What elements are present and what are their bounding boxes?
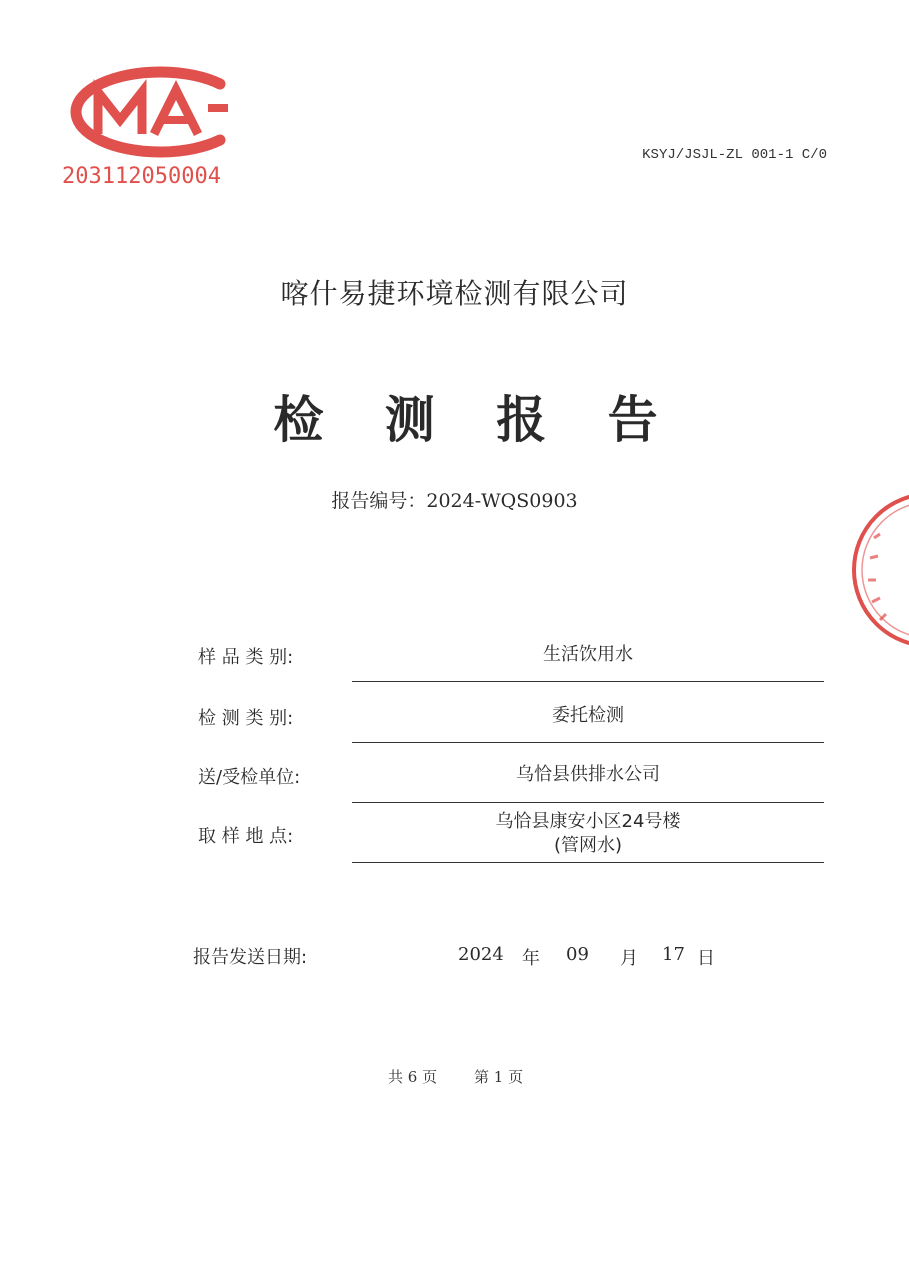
client-unit-underline (352, 802, 824, 803)
report-date-month: 09 (566, 944, 589, 965)
sampling-location-line1: 乌恰县康安小区24号楼 (495, 811, 681, 832)
test-type-label: 检 测 类 别: (198, 708, 294, 729)
client-unit-value: 乌恰县供排水公司 (516, 764, 660, 785)
report-title: 检 测 报 告 (273, 390, 680, 449)
cma-number: 203112050004 (62, 164, 221, 189)
test-type-value: 委托检测 (552, 705, 624, 726)
round-seal-icon (848, 488, 909, 658)
cma-stamp (58, 62, 236, 194)
sampling-location-line2: (管网水) (553, 835, 623, 856)
report-date-day-unit: 日 (697, 948, 715, 969)
report-date-label: 报告发送日期: (193, 947, 308, 968)
company-name: 喀什易捷环境检测有限公司 (280, 277, 629, 310)
sampling-location-label: 取 样 地 点: (198, 826, 294, 847)
page-current: 第 1 页 (474, 1068, 524, 1086)
report-date-month-unit: 月 (620, 948, 638, 969)
report-number: 报告编号：2024-WQS0903 (331, 490, 578, 512)
client-unit-label: 送/受检单位: (198, 767, 301, 788)
report-date-year: 2024 (458, 944, 504, 965)
report-date-year-unit: 年 (522, 948, 540, 969)
sampling-location-value (352, 810, 824, 858)
report-date-day: 17 (662, 944, 685, 965)
document-code: KSYJ/JSJL-ZL 001-1 C/0 (642, 147, 827, 163)
sample-type-value: 生活饮用水 (543, 644, 633, 665)
sampling-location-underline (352, 862, 824, 863)
page-total: 共 6 页 (388, 1068, 438, 1086)
sample-type-label: 样 品 类 别: (198, 647, 294, 668)
test-type-underline (352, 742, 824, 743)
cma-logo-icon (58, 62, 236, 162)
sample-type-underline (352, 681, 824, 682)
